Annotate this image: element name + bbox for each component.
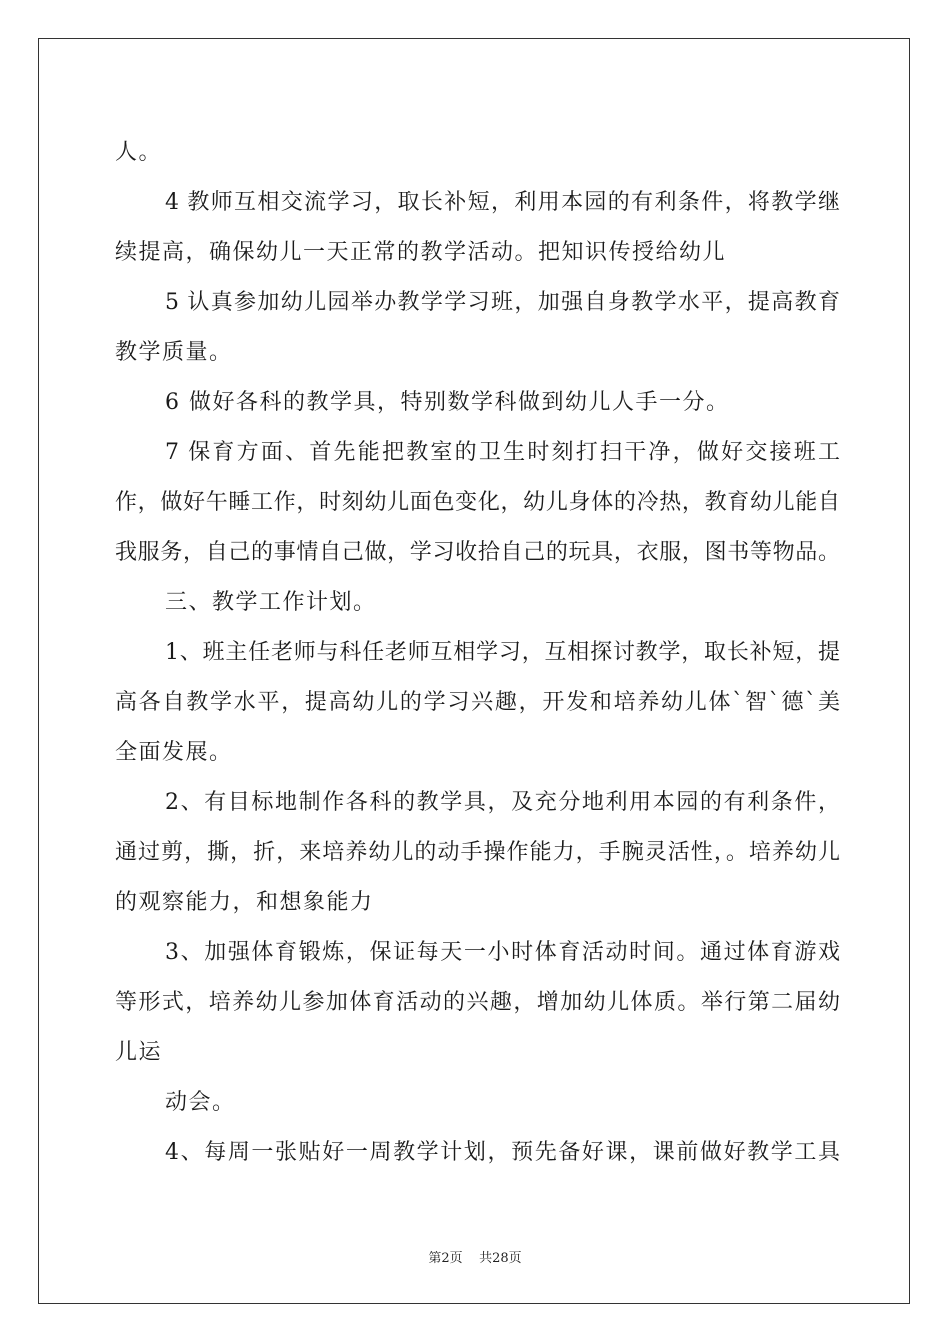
paragraph-line: 续提高，确保幼儿一天正常的教学活动。把知识传授给幼儿 bbox=[115, 240, 727, 265]
paragraph-line: 7 保育方面、首先能把教室的卫生时刻打扫干净，做好交接班工 bbox=[165, 440, 840, 465]
paragraph-line: 人。 bbox=[115, 140, 163, 165]
total-pages: 共28页 bbox=[479, 1251, 522, 1266]
paragraph-line: 动会。 bbox=[165, 1090, 236, 1115]
paragraph-line: 全面发展。 bbox=[115, 740, 233, 765]
paragraph-line: 4、每周一张贴好一周教学计划，预先备好课，课前做好教学工具 bbox=[165, 1140, 840, 1165]
paragraph-line: 的观察能力，和想象能力 bbox=[115, 890, 374, 915]
section-heading: 三、教学工作计划。 bbox=[165, 590, 377, 615]
page-footer bbox=[0, 1247, 950, 1266]
page-number: 第2页 bbox=[428, 1251, 463, 1266]
paragraph-line: 5 认真参加幼儿园举办教学学习班，加强自身教学水平，提高教育 bbox=[165, 290, 840, 315]
paragraph-line: 作，做好午睡工作，时刻幼儿面色变化，幼儿身体的冷热，教育幼儿能自 bbox=[115, 490, 840, 515]
paragraph-line: 4 教师互相交流学习，取长补短，利用本园的有利条件，将教学继 bbox=[165, 190, 840, 215]
paragraph-line: 儿运 bbox=[115, 1040, 163, 1065]
paragraph-line: 3、加强体育锻炼，保证每天一小时体育活动时间。通过体育游戏 bbox=[165, 940, 840, 965]
paragraph-line: 6 做好各科的教学具，特别数学科做到幼儿人手一分。 bbox=[165, 390, 730, 415]
paragraph-line: 通过剪，撕，折，来培养幼儿的动手操作能力，手腕灵活性，。培养幼儿 bbox=[115, 840, 840, 865]
paragraph-line: 2、有目标地制作各科的教学具，及充分地利用本园的有利条件， bbox=[165, 790, 840, 815]
paragraph-line: 教学质量。 bbox=[115, 340, 233, 365]
paragraph-line: 高各自教学水平，提高幼儿的学习兴趣，开发和培养幼儿体`智`德`美 bbox=[115, 690, 840, 715]
paragraph-line: 我服务，自己的事情自己做，学习收拾自己的玩具，衣服，图书等物品。 bbox=[115, 540, 840, 565]
paragraph-line: 等形式，培养幼儿参加体育活动的兴趣，增加幼儿体质。举行第二届幼 bbox=[115, 990, 840, 1015]
document-body bbox=[115, 128, 840, 1178]
paragraph-line: 1、班主任老师与科任老师互相学习，互相探讨教学，取长补短，提 bbox=[165, 640, 840, 665]
